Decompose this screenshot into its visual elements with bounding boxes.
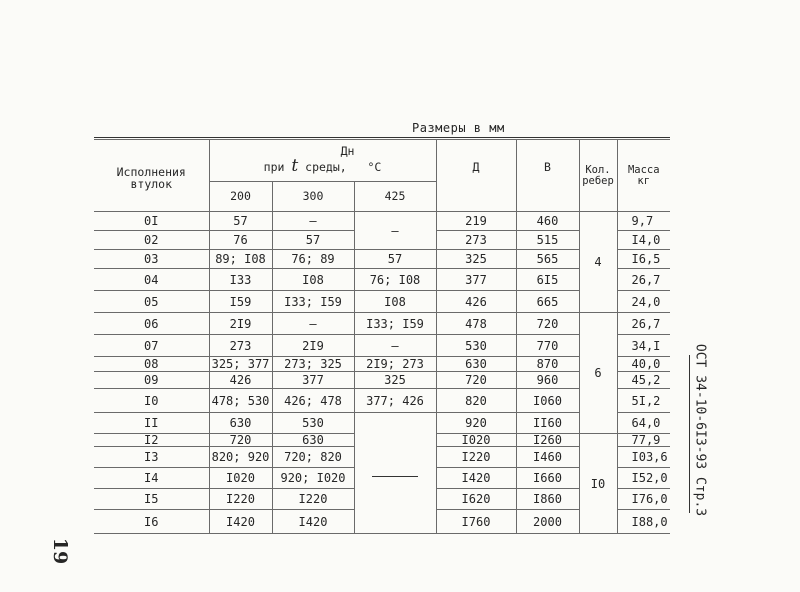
cell-t300: I33; I59 bbox=[272, 291, 354, 313]
cell-B: I460 bbox=[516, 447, 579, 468]
cell-t200: 76 bbox=[209, 231, 272, 250]
cell-D: I620 bbox=[436, 489, 516, 510]
header-mass-line2: кг bbox=[637, 174, 651, 187]
cell-t300: – bbox=[272, 212, 354, 231]
cell-t300: 530 bbox=[272, 413, 354, 434]
cell-exec: 0I bbox=[94, 212, 209, 231]
header-D: Д bbox=[436, 140, 516, 212]
cell-D: 530 bbox=[436, 335, 516, 357]
cell-t425: 57 bbox=[354, 250, 436, 269]
dimensions-table bbox=[94, 139, 670, 534]
cell-B: 720 bbox=[516, 313, 579, 335]
table-top-rule bbox=[94, 137, 670, 138]
cell-B: 960 bbox=[516, 372, 579, 389]
cell-t300: 377 bbox=[272, 372, 354, 389]
cell-t200: 720 bbox=[209, 434, 272, 447]
cell-mass: 5I,2 bbox=[617, 389, 670, 413]
table-row bbox=[94, 313, 670, 335]
cell-D: 478 bbox=[436, 313, 516, 335]
header-ribs bbox=[579, 140, 617, 212]
cell-exec: I6 bbox=[94, 510, 209, 534]
header-temp-300: 300 bbox=[272, 182, 354, 212]
cell-t200: I020 bbox=[209, 468, 272, 489]
header-exec-line1: Исполнения bbox=[116, 165, 186, 179]
cell-t200: 273 bbox=[209, 335, 272, 357]
cell-exec: I2 bbox=[94, 434, 209, 447]
units-caption: Размеры в мм bbox=[412, 121, 505, 135]
cell-t425-merged-empty bbox=[354, 413, 436, 534]
cell-mass: 26,7 bbox=[617, 313, 670, 335]
cell-t425: 377; 426 bbox=[354, 389, 436, 413]
cell-D: I420 bbox=[436, 468, 516, 489]
header-B: В bbox=[516, 140, 579, 212]
cell-t200: 426 bbox=[209, 372, 272, 389]
cell-exec: 06 bbox=[94, 313, 209, 335]
header-dn-unit: °C bbox=[367, 159, 382, 174]
cell-t425: I08 bbox=[354, 291, 436, 313]
cell-t425-merged-dash: – bbox=[354, 212, 436, 250]
cell-D: I760 bbox=[436, 510, 516, 534]
cell-D: 820 bbox=[436, 389, 516, 413]
cell-D: I220 bbox=[436, 447, 516, 468]
cell-t200: 478; 530 bbox=[209, 389, 272, 413]
cell-exec: I5 bbox=[94, 489, 209, 510]
cell-D: 720 bbox=[436, 372, 516, 389]
header-t-symbol: t bbox=[291, 155, 299, 176]
cell-exec: 02 bbox=[94, 231, 209, 250]
cell-t300: 57 bbox=[272, 231, 354, 250]
cell-B: 2000 bbox=[516, 510, 579, 534]
cell-exec: 03 bbox=[94, 250, 209, 269]
cell-B: I660 bbox=[516, 468, 579, 489]
cell-B: II60 bbox=[516, 413, 579, 434]
cell-exec: I0 bbox=[94, 389, 209, 413]
cell-mass: 77,9 bbox=[617, 434, 670, 447]
header-mass-line1: Масса bbox=[627, 164, 660, 176]
header-temp-425: 425 bbox=[354, 182, 436, 212]
cell-t200: 2I9 bbox=[209, 313, 272, 335]
cell-t425: 2I9; 273 bbox=[354, 357, 436, 372]
t425-dash-rule bbox=[372, 476, 418, 477]
cell-t425: – bbox=[354, 335, 436, 357]
header-dn-pre: при bbox=[263, 159, 285, 174]
cell-D: 630 bbox=[436, 357, 516, 372]
cell-ribs-count: 6 bbox=[579, 313, 617, 434]
cell-t300: I220 bbox=[272, 489, 354, 510]
cell-exec: 08 bbox=[94, 357, 209, 372]
page-number: 19 bbox=[49, 537, 71, 565]
cell-t200: 89; I08 bbox=[209, 250, 272, 269]
cell-B: 665 bbox=[516, 291, 579, 313]
cell-exec: II bbox=[94, 413, 209, 434]
cell-exec: I3 bbox=[94, 447, 209, 468]
cell-B: 870 bbox=[516, 357, 579, 372]
cell-mass: 45,2 bbox=[617, 372, 670, 389]
cell-t200: I220 bbox=[209, 489, 272, 510]
cell-exec: I4 bbox=[94, 468, 209, 489]
cell-mass: I4,0 bbox=[617, 231, 670, 250]
cell-t200: 630 bbox=[209, 413, 272, 434]
cell-mass: 34,I bbox=[617, 335, 670, 357]
cell-t200: I33 bbox=[209, 269, 272, 291]
cell-B: 460 bbox=[516, 212, 579, 231]
cell-mass: 40,0 bbox=[617, 357, 670, 372]
cell-t200: I59 bbox=[209, 291, 272, 313]
cell-t200: 325; 377 bbox=[209, 357, 272, 372]
header-dn-mid: среды, bbox=[305, 159, 347, 174]
header-exec bbox=[94, 140, 209, 212]
cell-t300: 720; 820 bbox=[272, 447, 354, 468]
cell-t200: 57 bbox=[209, 212, 272, 231]
cell-exec: 04 bbox=[94, 269, 209, 291]
cell-exec: 09 bbox=[94, 372, 209, 389]
cell-mass: I52,0 bbox=[617, 468, 670, 489]
cell-t300: 630 bbox=[272, 434, 354, 447]
cell-D: 325 bbox=[436, 250, 516, 269]
cell-D: 219 bbox=[436, 212, 516, 231]
cell-ribs-count: 4 bbox=[579, 212, 617, 313]
cell-t300: 273; 325 bbox=[272, 357, 354, 372]
cell-B: I860 bbox=[516, 489, 579, 510]
cell-exec: 05 bbox=[94, 291, 209, 313]
cell-D: 377 bbox=[436, 269, 516, 291]
cell-B: 770 bbox=[516, 335, 579, 357]
cell-mass: I03,6 bbox=[617, 447, 670, 468]
cell-t300: 2I9 bbox=[272, 335, 354, 357]
table-row bbox=[94, 212, 670, 231]
side-document-code: ОСТ 34-10-6I3-93 Стр.3 bbox=[692, 343, 708, 517]
header-exec-line2: втулок bbox=[130, 176, 173, 191]
cell-t300: I08 bbox=[272, 269, 354, 291]
cell-ribs-count: I0 bbox=[579, 434, 617, 534]
header-temp-200: 200 bbox=[209, 182, 272, 212]
cell-t425: 76; I08 bbox=[354, 269, 436, 291]
cell-t425: 325 bbox=[354, 372, 436, 389]
cell-B: I260 bbox=[516, 434, 579, 447]
cell-mass: I88,0 bbox=[617, 510, 670, 534]
cell-D: 426 bbox=[436, 291, 516, 313]
cell-t300: – bbox=[272, 313, 354, 335]
cell-mass: 24,0 bbox=[617, 291, 670, 313]
cell-t300: I420 bbox=[272, 510, 354, 534]
cell-D: 273 bbox=[436, 231, 516, 250]
cell-B: 565 bbox=[516, 250, 579, 269]
cell-mass: 64,0 bbox=[617, 413, 670, 434]
cell-B: I060 bbox=[516, 389, 579, 413]
header-dn bbox=[209, 140, 436, 182]
cell-mass: I6,5 bbox=[617, 250, 670, 269]
header-ribs-line2: ребер bbox=[582, 174, 614, 187]
cell-mass: I76,0 bbox=[617, 489, 670, 510]
cell-mass: 9,7 bbox=[617, 212, 670, 231]
cell-t200: 820; 920 bbox=[209, 447, 272, 468]
cell-t200: I420 bbox=[209, 510, 272, 534]
cell-mass: 26,7 bbox=[617, 269, 670, 291]
cell-B: 6I5 bbox=[516, 269, 579, 291]
cell-t300: 426; 478 bbox=[272, 389, 354, 413]
header-dn-top: Дн bbox=[340, 144, 355, 159]
cell-t300: 76; 89 bbox=[272, 250, 354, 269]
cell-D: 920 bbox=[436, 413, 516, 434]
cell-t425: I33; I59 bbox=[354, 313, 436, 335]
cell-B: 515 bbox=[516, 231, 579, 250]
cell-t300: 920; I020 bbox=[272, 468, 354, 489]
cell-D: I020 bbox=[436, 434, 516, 447]
cell-exec: 07 bbox=[94, 335, 209, 357]
header-ribs-line1: Кол. bbox=[585, 164, 611, 176]
side-code-rule bbox=[689, 355, 690, 513]
header-mass bbox=[617, 140, 670, 212]
